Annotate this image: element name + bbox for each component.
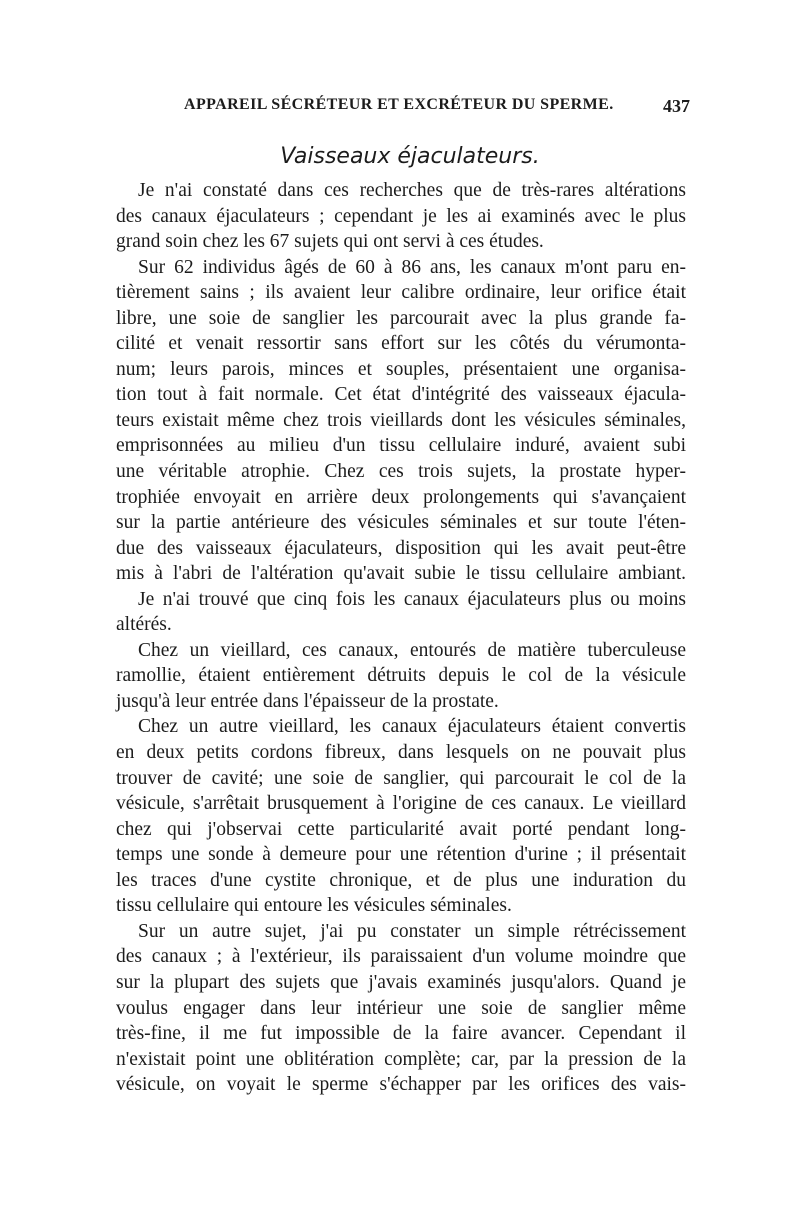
text-line: libre, une soie de sanglier les parcourait avec la plus grande fa- <box>116 307 686 329</box>
running-head <box>118 96 694 122</box>
text-line: ramollie, étaient entièrement détruits depuis le col de la vésicule <box>116 665 686 687</box>
text-line: en deux petits cordons fibreux, dans lesquels on ne pouvait plus <box>116 742 686 764</box>
text-line: sur la partie antérieure des vésicules séminales et sur toute l'éten- <box>116 512 686 534</box>
text-line: Je n'ai trouvé que cinq fois les canaux éjaculateurs plus ou moins <box>138 588 686 610</box>
text-line: Chez un vieillard, ces canaux, entourés de matière tuberculeuse <box>138 639 686 661</box>
text-line: des canaux ; à l'extérieur, ils paraissaient d'un volume moindre que <box>116 946 686 968</box>
page-number: 437 <box>663 96 690 116</box>
text-line: emprisonnées au milieu d'un tissu cellulaire induré, avaient subi <box>116 435 686 457</box>
text-line: tièrement sains ; ils avaient leur calibre ordinaire, leur orifice était <box>116 282 686 304</box>
text-line: cilité et venait ressortir sans effort sur les côtés du vérumonta- <box>116 333 686 355</box>
text-line: Je n'ai constaté dans ces recherches que de très-rares altérations <box>138 180 686 201</box>
text-line: mis à l'abri de l'altération qu'avait subie le tissu cellulaire ambiant. <box>116 563 686 585</box>
text-line: tion tout à fait normale. Cet état d'intégrité des vaisseaux éjacula- <box>116 384 686 406</box>
text-line: teurs existait même chez trois vieillards dont les vésicules séminales, <box>116 409 686 431</box>
text-line: n'existait point une oblitération complète; car, par la pression de la <box>116 1048 686 1070</box>
text-line: temps une sonde à demeure pour une rétention d'urine ; il présentait <box>116 844 686 866</box>
text-line: altérés. <box>116 614 172 636</box>
section-title: Vaisseaux éjaculateurs. <box>280 144 540 169</box>
text-line: vésicule, s'arrêtait brusquement à l'origine de ces canaux. Le vieillard <box>116 793 686 815</box>
text-line: num; leurs parois, minces et souples, présentaient une organisa- <box>116 358 686 380</box>
text-line: chez qui j'observai cette particularité avait porté pendant long- <box>116 818 686 840</box>
text-line: grand soin chez les 67 sujets qui ont servi à ces études. <box>116 231 544 253</box>
text-line: tissu cellulaire qui entoure les vésicules séminales. <box>116 895 512 917</box>
text-line: sur la plupart des sujets que j'avais examinés jusqu'alors. Quand je <box>116 971 686 993</box>
text-line: trophiée envoyait en arrière deux prolongements qui s'avançaient <box>116 486 686 508</box>
text-line: des canaux éjaculateurs ; cependant je les ai examinés avec le plus <box>116 205 686 227</box>
text-line: les traces d'une cystite chronique, et de plus une induration du <box>116 869 686 891</box>
text-line: Sur un autre sujet, j'ai pu constater un simple rétrécissement <box>138 920 686 942</box>
text-line: Chez un autre vieillard, les canaux éjaculateurs étaient convertis <box>138 716 686 738</box>
text-line: Sur 62 individus âgés de 60 à 86 ans, les canaux m'ont paru en- <box>138 256 686 278</box>
running-title: APPAREIL SÉCRÉTEUR ET EXCRÉTEUR DU SPERME. <box>184 96 614 113</box>
body-text <box>116 178 686 1098</box>
text-line: trouver de cavité; une soie de sanglier, qui parcourait le col de la <box>116 767 686 789</box>
text-line: due des vaisseaux éjaculateurs, disposition qui les avait peut-être <box>116 537 686 559</box>
text-line: voulus engager dans leur intérieur une soie de sanglier même <box>116 997 686 1019</box>
text-line: jusqu'à leur entrée dans l'épaisseur de la prostate. <box>116 690 499 712</box>
text-line: vésicule, on voyait le sperme s'échapper par les orifices des vais- <box>116 1074 686 1096</box>
text-line: une véritable atrophie. Chez ces trois sujets, la prostate hyper- <box>116 461 686 483</box>
text-line: très-fine, il me fut impossible de la faire avancer. Cependant il <box>116 1023 686 1045</box>
